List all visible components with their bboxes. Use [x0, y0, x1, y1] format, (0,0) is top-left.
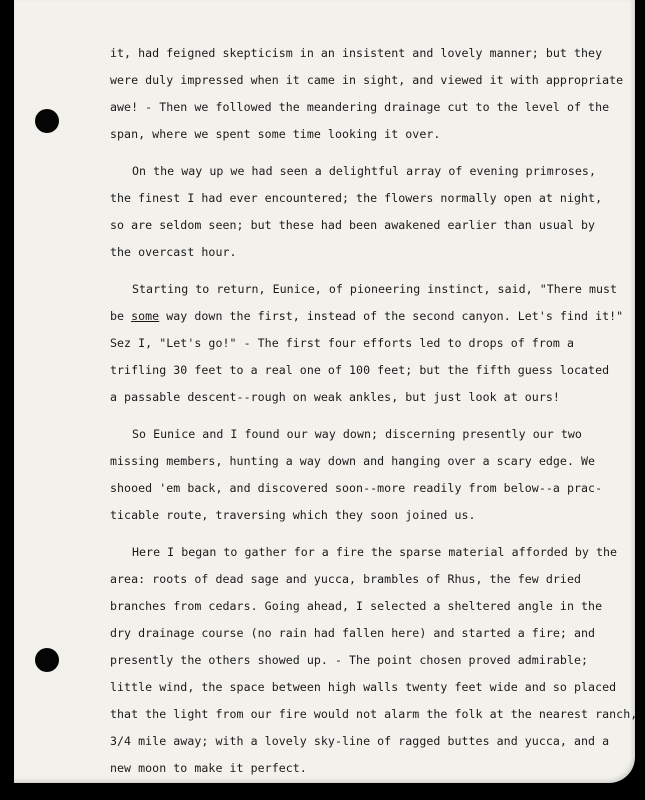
text-line: so are seldom seen; but these had been awakened earlier than usual by [110, 218, 596, 232]
text-line: awe! - Then we followed the meandering drainage cut to the level of the [110, 100, 610, 114]
text-line: presently the others showed up. - The point chosen proved admirable; [110, 653, 589, 667]
text-line: 3/4 mile away; with a lovely sky-line of ragged buttes and yucca, and a [110, 734, 610, 748]
text-line: little wind, the space between high walls twenty feet wide and so placed [110, 680, 617, 694]
text-line: On the way up we had seen a delightful array of evening primroses, [132, 164, 596, 178]
paragraph-1 [110, 40, 630, 148]
text-line [110, 303, 630, 330]
text-segment: be [110, 309, 125, 323]
underlined-word: some [131, 309, 160, 323]
document-page [14, 0, 638, 783]
text-line: Sez I, "Let's go!" - The first four efforts led to drops of from a [110, 336, 574, 350]
text-segment: way down the first, instead of the second canyon. Let's find it!" [166, 309, 624, 323]
paragraph-2 [110, 158, 630, 266]
text-line: Here I began to gather for a fire the sparse material afforded by the [132, 545, 618, 559]
paragraph-5 [110, 539, 638, 782]
text-line: it, had feigned skepticism in an insistent and lovely manner; but they [110, 46, 603, 60]
text-line: area: roots of dead sage and yucca, brambles of Rhus, the few dried [110, 572, 582, 586]
text-line: span, where we spent some time looking it over. [110, 127, 441, 141]
text-line: Starting to return, Eunice, of pioneering instinct, said, "There must [132, 282, 618, 296]
text-line: trifling 30 feet to a real one of 100 feet; but the fifth guess located [110, 363, 610, 377]
text-line: dry drainage course (no rain had fallen here) and started a fire; and [110, 626, 596, 640]
punch-hole-top [35, 109, 59, 133]
text-line: So Eunice and I found our way down; discerning presently our two [132, 427, 582, 441]
text-line: missing members, hunting a way down and hanging over a scary edge. We [110, 454, 596, 468]
text-line: new moon to make it perfect. [110, 761, 307, 775]
text-line: were duly impressed when it came in sight, and viewed it with appropriate [110, 73, 624, 87]
paragraph-4 [110, 421, 630, 529]
text-line: that the light from our fire would not alarm the folk at the nearest ranch, [110, 707, 638, 721]
text-line: shooed 'em back, and discovered soon--more readily from below--a prac- [110, 481, 603, 495]
punch-hole-bottom [35, 648, 59, 672]
paragraph-3 [110, 276, 630, 411]
text-line: a passable descent--rough on weak ankles, but just look at ours! [110, 390, 560, 404]
text-line: the overcast hour. [110, 245, 237, 259]
text-line: ticable route, traversing which they soon joined us. [110, 508, 476, 522]
text-line: the finest I had ever encountered; the flowers normally open at night, [110, 191, 603, 205]
text-line: branches from cedars. Going ahead, I selected a sheltered angle in the [110, 599, 603, 613]
typed-text-body [110, 40, 638, 782]
